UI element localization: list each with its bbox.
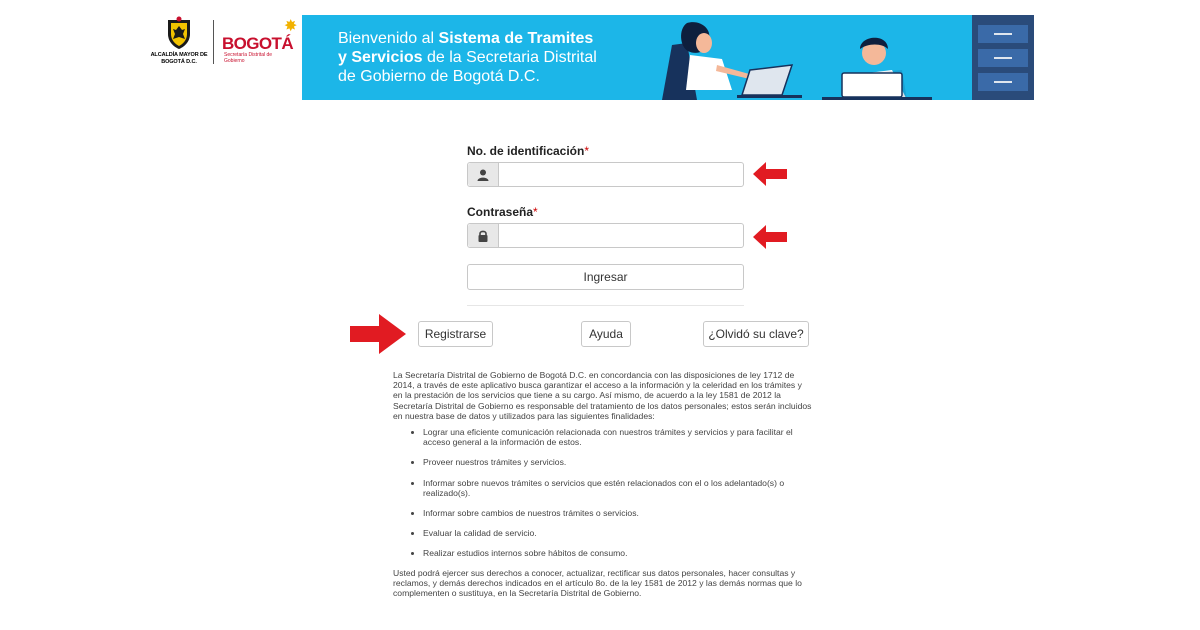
- list-item: • Evaluar la calidad de servicio.: [423, 528, 813, 538]
- red-arrow-icon: [349, 313, 407, 355]
- bogota-wordmark: BOGOTÁ: [222, 34, 294, 53]
- password-label: [467, 205, 538, 219]
- user-icon: [477, 169, 489, 181]
- banner-line3: de Gobierno de Bogotá D.C.: [338, 68, 540, 85]
- id-label-text: No. de identificación: [467, 144, 585, 158]
- id-label: [467, 144, 589, 158]
- id-input[interactable]: [499, 163, 742, 186]
- bogota-subtitle: Secretaría Distrital de Gobierno: [224, 52, 273, 64]
- red-arrow-icon: [752, 223, 788, 251]
- red-arrow-icon: [752, 160, 788, 188]
- policy-intro: La Secretaría Distrital de Gobierno de Bogotá D.C. en concordancia con las disposiciones de ley 1712 de 2014, a través de este aplicativo busca garantizar el acceso a la información y la celeridad en los trámites y en la prestación de los servicios que tiene a su cargo. Así mismo, de acuerdo a la ley 1581 de 2012 la Secretaría Distrital de Gobierno es responsable del tratamiento de los datos personales; estos serán incluidos en nuestra base de datos y utilizados para las siguientes finalidades:: [393, 370, 812, 421]
- banner-line1-bold: Sistema de Tramites: [438, 30, 594, 47]
- list-item: • Proveer nuestros trámites y servicios.: [423, 457, 813, 467]
- logo-divider: [213, 20, 214, 64]
- password-input[interactable]: [499, 224, 742, 247]
- policy-purposes-list: [393, 427, 813, 559]
- lock-icon: [477, 230, 489, 242]
- banner-text: [338, 29, 597, 86]
- id-input-group: [467, 162, 744, 187]
- password-addon: [468, 224, 499, 247]
- star-icon: ✸: [284, 18, 298, 35]
- alcaldia-logo: [150, 16, 208, 68]
- banner-line1-prefix: Bienvenido al: [338, 30, 439, 47]
- register-button[interactable]: Registrarse: [418, 321, 493, 347]
- list-item: • Informar sobre cambios de nuestros trámites o servicios.: [423, 508, 813, 518]
- welcome-banner: [302, 15, 1034, 100]
- bogota-logo: [222, 18, 302, 68]
- forgot-password-button[interactable]: ¿Olvidó su clave?: [703, 321, 809, 347]
- banner-line2-bold: y Servicios: [338, 49, 423, 66]
- login-button[interactable]: Ingresar: [467, 264, 744, 290]
- help-button[interactable]: Ayuda: [581, 321, 631, 347]
- banner-line2-rest: de la Secretaria Distrital: [422, 49, 597, 66]
- list-item: • Lograr una eficiente comunicación relacionada con nuestros trámites y servicios y para facilitar el acceso general a la información de estos.: [423, 427, 813, 447]
- coat-of-arms-icon: [165, 16, 193, 50]
- id-addon: [468, 163, 499, 186]
- form-divider: [467, 305, 744, 306]
- data-policy-text: [393, 370, 813, 598]
- list-item: • Realizar estudios internos sobre hábitos de consumo.: [423, 548, 813, 558]
- policy-closing: Usted podrá ejercer sus derechos a conocer, actualizar, rectificar sus datos personales, hacer consultas y reclamos, y demás derechos indicados en el artículo 8o. de la ley 1581 de 2012 y las demás normas que lo complementen o sustituya, en la Secretaría Distrital de Gobierno.: [393, 567, 802, 599]
- password-input-group: [467, 223, 744, 248]
- required-mark: *: [584, 144, 590, 158]
- required-mark: *: [533, 205, 538, 219]
- banner-illustration: [642, 15, 1034, 100]
- list-item: • Informar sobre nuevos trámites o servicios que estén relacionados con el o los adelantado(s) o realizado(s).: [423, 478, 813, 498]
- password-label-text: Contraseña: [467, 205, 534, 219]
- alcaldia-text: ALCALDÍA MAYOR DE BOGOTÁ D.C.: [150, 52, 208, 65]
